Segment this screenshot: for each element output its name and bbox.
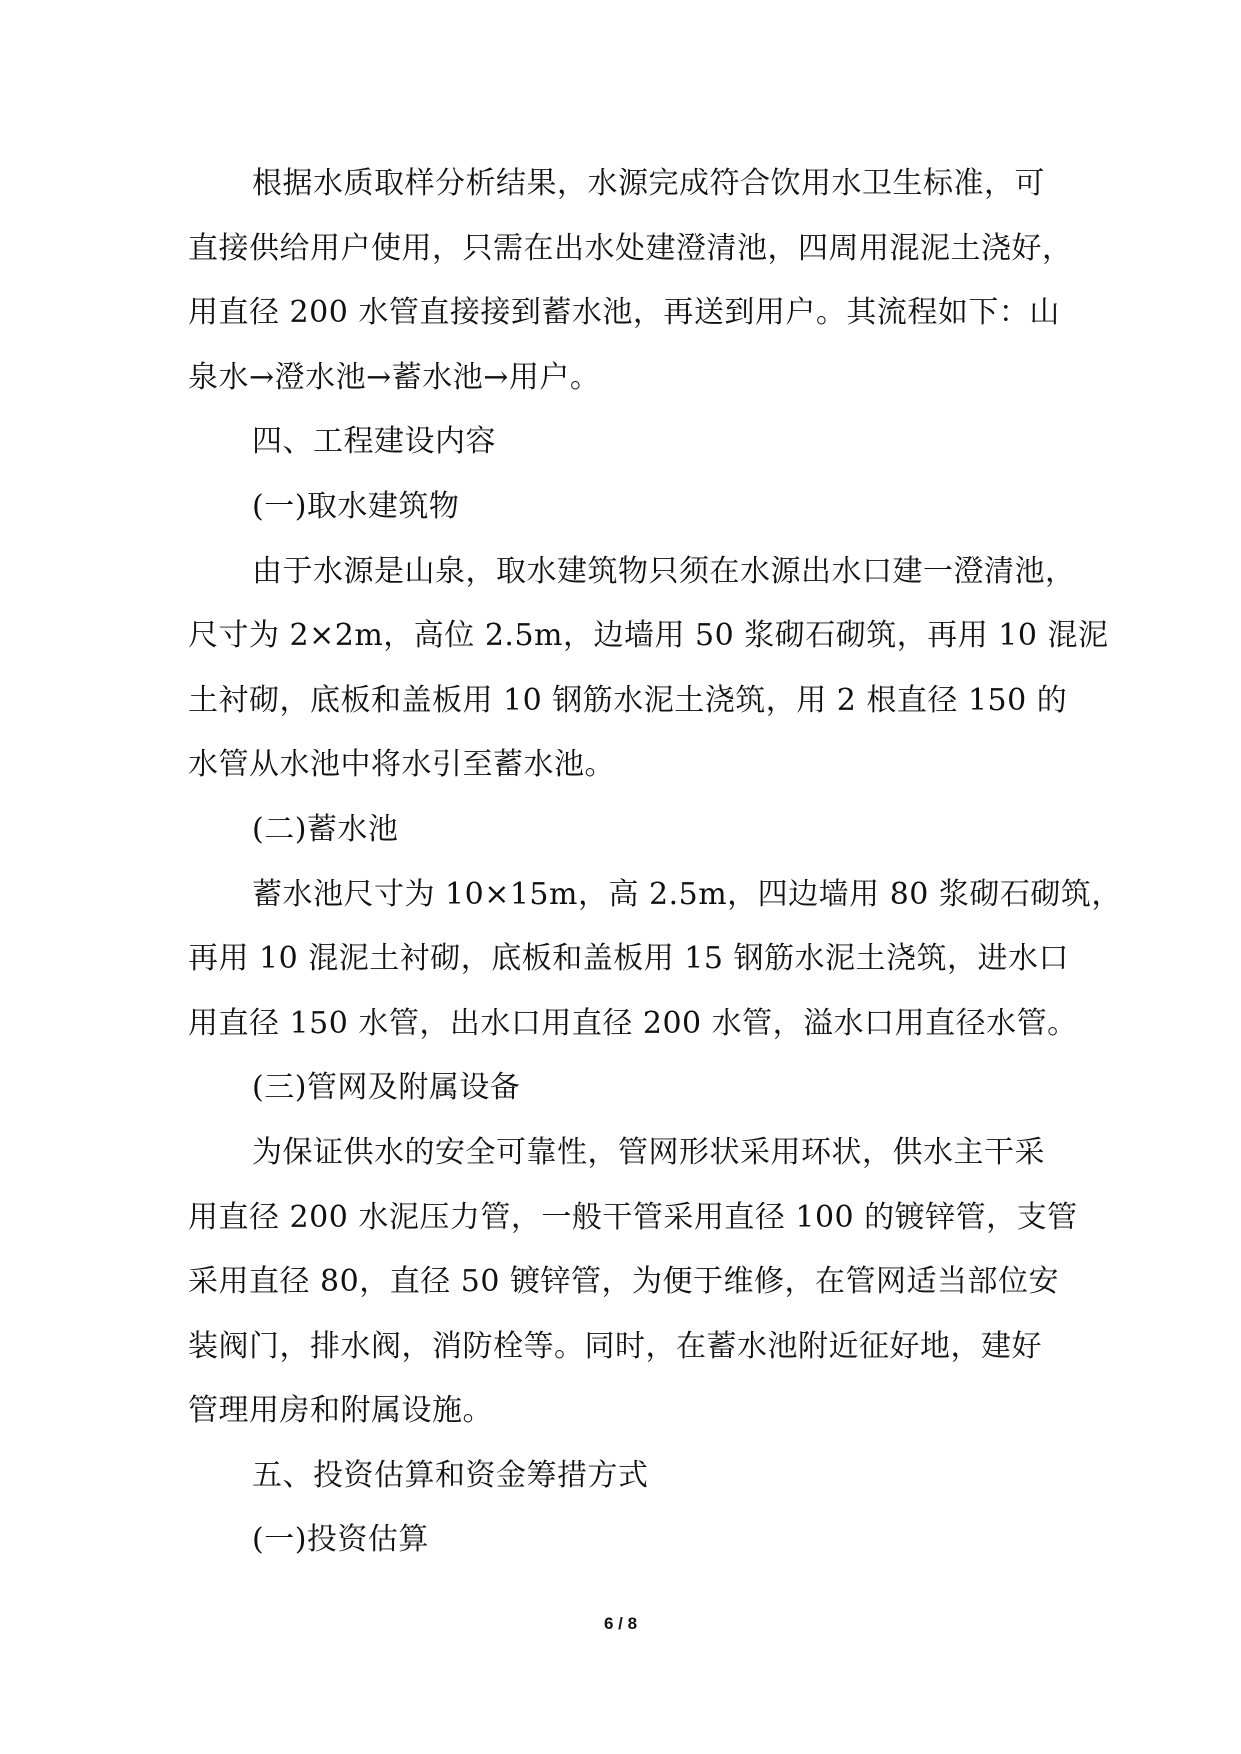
subsection-heading: (三)管网及附属设备 bbox=[252, 1070, 521, 1106]
paragraph-line: 尺寸为 2×2m，高位 2.5m，边墙用 50 浆砌石砌筑，再用 10 混泥 bbox=[188, 618, 1109, 654]
paragraph-line: 直接供给用户使用，只需在出水处建澄清池，四周用混泥土浇好， bbox=[188, 230, 1073, 266]
paragraph-line: 土衬砌，底板和盖板用 10 钢筋水泥土浇筑，用 2 根直径 150 的 bbox=[188, 682, 1068, 718]
paragraph-line: 蓄水池尺寸为 10×15m，高 2.5m，四边墙用 80 浆砌石砌筑， bbox=[252, 876, 1122, 912]
subsection-heading: (一)投资估算 bbox=[252, 1522, 429, 1558]
paragraph-line: 装阀门，排水阀，消防栓等。同时，在蓄水池附近征好地，建好 bbox=[188, 1328, 1042, 1364]
section-heading: 五、投资估算和资金筹措方式 bbox=[252, 1457, 649, 1493]
paragraph-line: 管理用房和附属设施。 bbox=[188, 1393, 493, 1429]
paragraph-line: 水管从水池中将水引至蓄水池。 bbox=[188, 747, 615, 783]
paragraph-line: 再用 10 混泥土衬砌，底板和盖板用 15 钢筋水泥土浇筑，进水口 bbox=[188, 941, 1069, 977]
paragraph-line: 采用直径 80，直径 50 镀锌管，为便于维修，在管网适当部位安 bbox=[188, 1264, 1059, 1300]
paragraph-line: 用直径 200 水管直接接到蓄水池，再送到用户。其流程如下：山 bbox=[188, 295, 1060, 331]
paragraph-line: 为保证供水的安全可靠性，管网形状采用环状，供水主干采 bbox=[252, 1134, 1045, 1170]
paragraph-line: 根据水质取样分析结果，水源完成符合饮用水卫生标准，可 bbox=[252, 166, 1045, 201]
paragraph-line: 泉水→澄水池→蓄水池→用户。 bbox=[188, 359, 601, 395]
paragraph-line: 由于水源是山泉，取水建筑物只须在水源出水口建一澄清池， bbox=[252, 553, 1076, 589]
paragraph-line: 用直径 150 水管，出水口用直径 200 水管，溢水口用直径水管。 bbox=[188, 1005, 1078, 1041]
page-number: 6 / 8 bbox=[603, 1614, 638, 1633]
subsection-heading: (一)取水建筑物 bbox=[252, 488, 460, 524]
document-body bbox=[188, 152, 1122, 1573]
section-heading: 四、工程建设内容 bbox=[252, 424, 496, 460]
subsection-heading: (二)蓄水池 bbox=[252, 811, 399, 847]
paragraph-line: 用直径 200 水泥压力管，一般干管采用直径 100 的镀锌管，支管 bbox=[188, 1199, 1078, 1235]
